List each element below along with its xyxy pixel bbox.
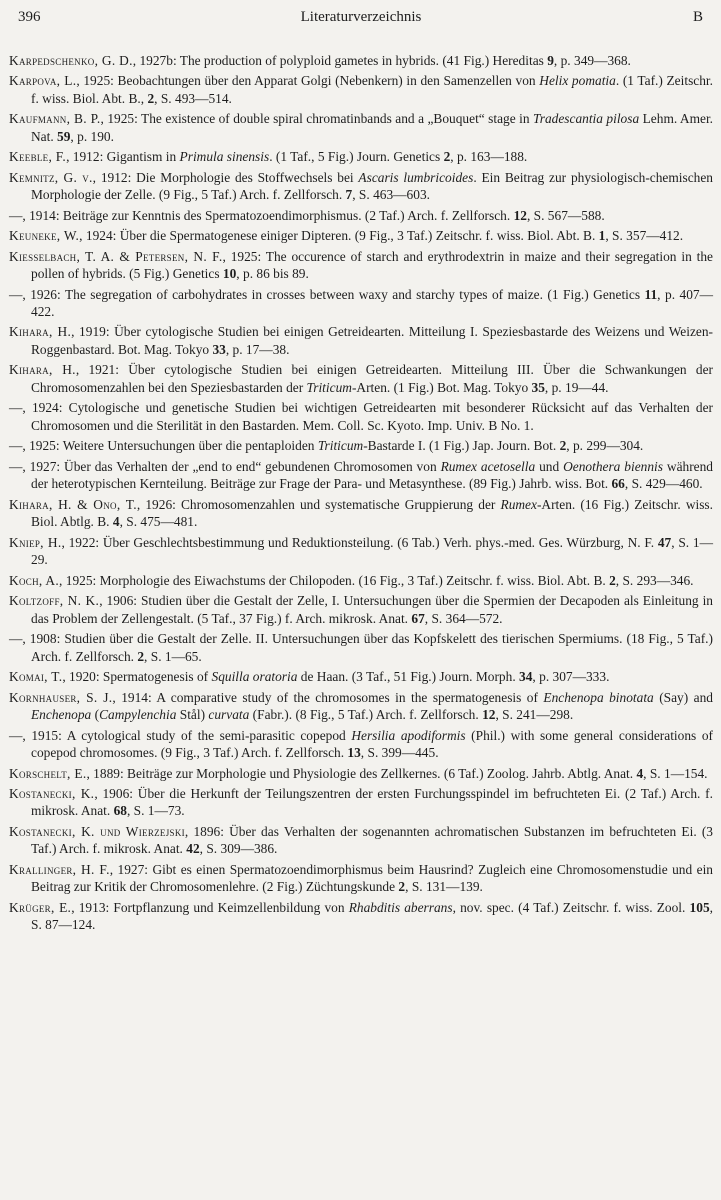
entry-text: , 1913: Fortpflanzung und Keimzellenbildung von bbox=[71, 899, 349, 915]
running-title: Literaturverzeichnis bbox=[300, 9, 422, 25]
entry-text: , 1912: Die Morphologie des Stoffwechsels bei bbox=[92, 169, 359, 185]
entry-text: Stål) bbox=[176, 707, 209, 723]
entry-text: . Ein Beitrag zur physiologisch-chemischen Morphologie der Zelle. (9 Fig., 5 Taf.) Arch. f. Zellforsch. bbox=[31, 169, 713, 203]
entry-text: , S. 309—386. bbox=[199, 841, 278, 857]
bibliography-entry bbox=[9, 437, 713, 455]
entry-text: , S. 567—588. bbox=[526, 207, 605, 223]
running-header bbox=[9, 0, 713, 30]
author-name: Kostanecki, K. und Wierzejski bbox=[9, 823, 185, 839]
entry-text: , S. 357—412. bbox=[605, 228, 684, 244]
entry-text: , 1921: Über cytologische Studien bei einigen Getreidearten. Mitteilung III. Über die Schwankungen der Chromosomenzahlen bei den Speziesbastarden der bbox=[31, 362, 714, 396]
volume-number: 34 bbox=[519, 669, 533, 685]
volume-number: 68 bbox=[113, 803, 127, 819]
volume-number: 67 bbox=[411, 610, 425, 626]
bibliography-entry bbox=[9, 592, 713, 627]
bibliography-entry bbox=[9, 458, 713, 493]
volume-number: 13 bbox=[347, 745, 361, 761]
author-name: Keeble, F. bbox=[9, 149, 67, 165]
italic-term: Tradescantia pilosa bbox=[533, 111, 640, 127]
author-name: Koch, A. bbox=[9, 572, 60, 588]
volume-number: 2 bbox=[398, 879, 406, 895]
entry-text: -Arten. (1 Fig.) Bot. Mag. Tokyo bbox=[351, 380, 532, 396]
bibliography-entry bbox=[9, 496, 713, 531]
author-name: Kaufmann, B. P. bbox=[9, 111, 101, 127]
entry-text: , S. 475—481. bbox=[119, 514, 198, 530]
entry-text: , p. 407—422. bbox=[31, 286, 713, 320]
volume-number: 12 bbox=[513, 207, 527, 223]
author-name: Kemnitz, G. v. bbox=[9, 169, 93, 185]
bibliography-entry bbox=[9, 823, 713, 858]
italic-term: Hersilia apodiformis bbox=[351, 727, 466, 743]
entry-text: , 1919: Über cytologische Studien bei einigen Getreidearten. Mitteilung I. Speziesbastarde des Weizens und Weizen-Roggenbastard. Bot. Mag. Tokyo bbox=[31, 324, 713, 358]
entry-text: , S. 241—298. bbox=[495, 707, 574, 723]
entry-text: , 1925: Beobachtungen über den Apparat Golgi (Nebenkern) in den Samenzellen von bbox=[76, 73, 540, 89]
entry-text: —, 1915: A cytological study of the semi-parasitic copepod bbox=[9, 727, 352, 743]
italic-term: Triticum bbox=[306, 380, 352, 396]
entry-text: , S. 293—346. bbox=[615, 572, 694, 588]
volume-number: 4 bbox=[636, 765, 644, 781]
entry-text: , 1906: Über die Herkunft der Teilungszentren der ersten Furchungsspindel im befruchteten Ei. (2 Taf.) Arch. f. mikrosk. Anat. bbox=[31, 785, 713, 819]
bibliography-entry bbox=[9, 52, 713, 70]
entry-text: —, 1908: Studien über die Gestalt der Zelle. II. Untersuchungen über das Kopfskelett des tierischen Spermiums. (18 Fig., 5 Taf.) Arch. f. Zellforsch. bbox=[9, 631, 713, 664]
volume-number: 2 bbox=[137, 648, 145, 664]
bibliography-entry bbox=[9, 207, 713, 225]
italic-term: Enchenopa bbox=[31, 707, 92, 723]
entry-text: , p. 17—38. bbox=[225, 342, 290, 358]
italic-term: Campylenchia bbox=[99, 707, 177, 723]
author-name: Kornhauser, S. J. bbox=[9, 689, 113, 705]
entry-text: ( bbox=[91, 707, 100, 723]
volume-number: 2 bbox=[559, 438, 567, 454]
entry-text: , S. 1—154. bbox=[643, 765, 708, 781]
entry-text: , S. 429—460. bbox=[624, 476, 703, 492]
entry-text: —, 1925: Weitere Untersuchungen über die pentaploiden bbox=[9, 438, 318, 454]
entry-text: , 1925: The existence of double spiral chromatinbands and a „Bouquet“ stage in bbox=[100, 111, 534, 127]
author-name: Kiesselbach, T. A. & Petersen, N. F. bbox=[9, 248, 223, 264]
entry-text: , 1922: Über Geschlechtsbestimmung und Reduktionsteilung. (6 Tab.) Verh. phys.-med. Ges. Würzburg, N. F. bbox=[61, 534, 658, 550]
entry-text: (Say) and bbox=[653, 689, 713, 705]
bibliography-entry bbox=[9, 765, 713, 783]
volume-number: 47 bbox=[657, 534, 672, 550]
entry-text: (Fabr.). (8 Fig., 5 Taf.) Arch. f. Zellforsch. bbox=[249, 707, 483, 723]
entry-text: , 1925: The occurence of starch and erythrodextrin in maize and their segregation in the pollen of hybrids. (5 Fig.) Genetics bbox=[31, 248, 713, 282]
entry-text: , p. 307—333. bbox=[532, 669, 610, 685]
italic-term: Enchenopa binotata bbox=[543, 689, 654, 705]
entry-text: , 1927: Gibt es einen Spermatozoendimorphismus beim Hausrind? Zugleich eine Chromosomenstudie und ein Beitrag zur Kritik der Chromosomenlehre. (2 Fig.) Züchtungskunde bbox=[31, 861, 713, 895]
entry-text: —, 1914: Beiträge zur Kenntnis des Spermatozoendimorphismus. (2 Taf.) Arch. f. Zellforsch. bbox=[9, 207, 514, 223]
italic-term: Primula sinensis bbox=[179, 149, 270, 165]
italic-term: Ascaris lumbricoides bbox=[358, 169, 474, 185]
bibliography-entry bbox=[9, 534, 713, 569]
bibliography-entry bbox=[9, 899, 713, 934]
entry-text: , 1924: Über die Spermatogenese einiger Dipteren. (9 Fig., 3 Taf.) Zeitschr. f. wiss. Biol. Abt. B. bbox=[79, 228, 599, 244]
bibliography-entry bbox=[9, 169, 713, 204]
author-name: Korschelt, E. bbox=[9, 765, 87, 781]
volume-number: 9 bbox=[547, 53, 554, 68]
entry-text: , p. 349—368. bbox=[553, 53, 631, 68]
entry-text: , p. 86 bis 89. bbox=[236, 266, 309, 282]
italic-term: Rhabditis aberrans bbox=[348, 899, 453, 915]
bibliography-entry bbox=[9, 323, 713, 358]
author-name: Koltzoff, N. K. bbox=[9, 593, 100, 609]
author-name: Keuneke, W. bbox=[9, 228, 80, 244]
entry-text: , 1927b: The production of polyploid gametes in hybrids. (41 Fig.) Hereditas bbox=[132, 53, 548, 68]
bibliography-entry bbox=[9, 572, 713, 590]
entry-text: , p. 190. bbox=[70, 128, 114, 144]
entry-text: , 1889: Beiträge zur Morphologie und Physiologie des Zellkernes. (6 Taf.) Zoolog. Jahrb. Abtlg. Anat. bbox=[86, 765, 637, 781]
author-name: Kostanecki, K. bbox=[9, 785, 95, 801]
bibliography-entry bbox=[9, 630, 713, 665]
volume-number: 35 bbox=[531, 380, 545, 396]
entry-text: , S. 1—29. bbox=[31, 534, 713, 568]
bibliography-entry bbox=[9, 227, 713, 245]
entry-text: , p. 19—44. bbox=[544, 380, 609, 396]
volume-number: 1 bbox=[598, 228, 606, 244]
volume-number: 11 bbox=[644, 286, 658, 302]
volume-number: 12 bbox=[482, 707, 496, 723]
italic-term: Squilla oratoria bbox=[211, 669, 298, 685]
bibliography-entry bbox=[9, 148, 713, 166]
author-name: Kihara, H. bbox=[9, 324, 72, 340]
entry-text: Lehm. Amer. Nat. bbox=[31, 111, 714, 144]
volume-number: 66 bbox=[611, 476, 625, 492]
entry-text: —, 1927: Über das Verhalten der „end to end“ gebundenen Chromosomen von bbox=[9, 458, 441, 474]
italic-term: curvata bbox=[208, 707, 250, 723]
author-name: Krüger, E. bbox=[9, 899, 72, 915]
page-number: 396 bbox=[18, 9, 41, 25]
entry-text: , 1926: Chromosomenzahlen und systematische Gruppierung der bbox=[136, 496, 501, 512]
author-name: Komai, T. bbox=[9, 669, 63, 685]
italic-term: Helix pomatia bbox=[539, 73, 616, 89]
entry-text: -Bastarde I. (1 Fig.) Jap. Journ. Bot. bbox=[363, 438, 560, 454]
entry-text: —, 1926: The segregation of carbohydrates in crosses between waxy and starchy types of maize. (1 Fig.) Genetics bbox=[9, 286, 645, 302]
entry-text: , nov. spec. (4 Taf.) Zeitschr. f. wiss. Zool. bbox=[452, 899, 690, 915]
author-name: Kihara, H. & Ono, T. bbox=[9, 496, 137, 512]
volume-number: 10 bbox=[222, 266, 237, 282]
entry-text: , S. 1—73. bbox=[126, 803, 185, 819]
bibliography-entry bbox=[9, 689, 713, 724]
volume-number: 33 bbox=[212, 342, 226, 358]
bibliography-entry bbox=[9, 286, 713, 321]
entry-text: . (1 Taf.) Zeitschr. f. wiss. Biol. Abt. B., bbox=[31, 73, 713, 106]
bibliography-entry bbox=[9, 110, 713, 145]
entry-text: , 1914: A comparative study of the chromosomes in the spermatogenesis of bbox=[112, 689, 544, 705]
italic-term: Rumex acetosella bbox=[440, 458, 536, 474]
bibliography-entry bbox=[9, 861, 713, 896]
entry-text: , p. 299—304. bbox=[566, 438, 644, 454]
bibliography-list bbox=[9, 52, 713, 934]
bibliography-entry bbox=[9, 72, 713, 107]
entry-text: . (1 Taf., 5 Fig.) Journ. Genetics bbox=[269, 149, 444, 165]
volume-number: 105 bbox=[689, 899, 710, 915]
volume-number: 42 bbox=[186, 841, 200, 857]
volume-number: 59 bbox=[57, 128, 71, 144]
author-name: Kihara, H. bbox=[9, 362, 76, 378]
author-name: Karpedschenko, G. D. bbox=[9, 53, 133, 68]
section-letter: B bbox=[692, 9, 703, 25]
author-name: Karpova, L. bbox=[9, 73, 77, 89]
entry-text: und bbox=[535, 458, 564, 474]
bibliography-entry bbox=[9, 361, 713, 396]
volume-number: 7 bbox=[345, 187, 353, 203]
italic-term: Oenothera biennis bbox=[563, 458, 663, 474]
bibliography-entry bbox=[9, 399, 713, 434]
bibliography-entry bbox=[9, 248, 713, 283]
entry-text: -Arten. (16 Fig.) Zeitschr. wiss. Biol. Abtlg. B. bbox=[31, 496, 713, 530]
entry-text: , p. 163—188. bbox=[450, 149, 528, 165]
volume-number: 2 bbox=[443, 149, 451, 165]
entry-text: , S. 463—603. bbox=[352, 187, 430, 203]
entry-text: , S. 493—514. bbox=[154, 90, 232, 106]
bibliography-entry bbox=[9, 668, 713, 686]
italic-term: Rumex bbox=[500, 496, 537, 512]
volume-number: 2 bbox=[147, 90, 155, 106]
bibliography-entry bbox=[9, 727, 713, 762]
entry-text: , S. 399—445. bbox=[360, 745, 439, 761]
entry-text: , S. 364—572. bbox=[424, 610, 503, 626]
entry-text: de Haan. (3 Taf., 51 Fig.) Journ. Morph. bbox=[297, 669, 520, 685]
entry-text: , 1912: Gigantism in bbox=[66, 149, 180, 165]
entry-text: , S. 1—65. bbox=[144, 648, 202, 664]
entry-text: , 1925: Morphologie des Eiwachstums der Chilopoden. (16 Fig., 3 Taf.) Zeitschr. f. wiss. Biol. Abt. B. bbox=[59, 572, 610, 588]
entry-text: , 1920: Spermatogenesis of bbox=[62, 669, 212, 685]
volume-number: 4 bbox=[112, 514, 120, 530]
entry-text: , 1906: Studien über die Gestalt der Zelle, I. Untersuchungen über die Spermien der Decapoden als Einleitung in das Problem der Zellengestalt. (5 Taf., 37 Fig.) f. Arch. mikrosk. Anat. bbox=[31, 593, 713, 626]
entry-text: , S. 87—124. bbox=[31, 899, 713, 933]
entry-text: (Phil.) with some general considerations of copepod chromosomes. (9 Fig., 3 Taf.) Arch. f. Zellforsch. bbox=[31, 727, 713, 761]
author-name: Kniep, H. bbox=[9, 534, 62, 550]
bibliography-entry bbox=[9, 785, 713, 820]
entry-text: , 1896: Über das Verhalten der sogenannten achromatischen Substanzen im befruchteten Ei. (3 Taf.) Arch. f. mikrosk. Anat. bbox=[31, 823, 713, 857]
italic-term: Triticum bbox=[317, 438, 364, 454]
author-name: Krallinger, H. F. bbox=[9, 861, 110, 877]
entry-text: —, 1924: Cytologische und genetische Studien bei wichtigen Getreidearten mit besonderer Rücksicht auf das Verhalten der Chromosomen und die Sterilität in den Bastarden. Mem. Coll. Sc. Kyoto. Imp. Univ. B No. 1. bbox=[9, 400, 713, 434]
entry-text: während der heterotypischen Kernteilung. Beiträge zur Frage der Para- und Metasynthese. (89 Fig.) Jahrb. wiss. Bot. bbox=[31, 458, 713, 492]
volume-number: 2 bbox=[609, 572, 616, 588]
entry-text: , S. 131—139. bbox=[405, 879, 483, 895]
